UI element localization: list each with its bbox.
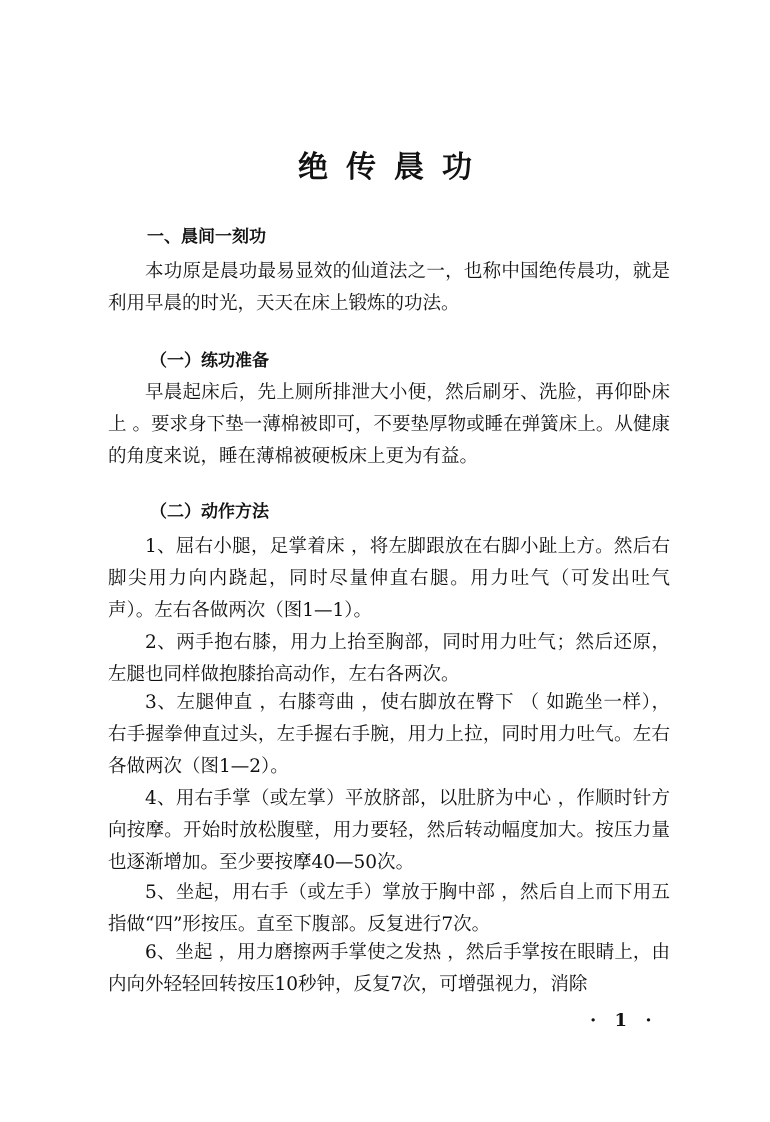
step-paragraph-6: 6、坐起 ，用力磨擦两手掌使之发热 ，然后手掌按在眼睛上，由内向外轻轻回转按压10秒钟，反复7次，可增强视力，消除 [108, 942, 670, 995]
step-paragraph-1: 1、屈右小腿，足掌着床 ，将左脚跟放在右脚小趾上方。然后右脚尖用力向内跷起，同时尽量伸直右腿。用力吐气（可发出吐气声）。左右各做两次（图1—1）。 [108, 536, 670, 621]
intro-paragraph: 本功原是晨功最易显效的仙道法之一，也称中国绝传晨功，就是利用早晨的时光，天天在床上锻炼的功法。 [108, 261, 670, 314]
subsection-heading-method: （二）动作方法 [150, 502, 269, 522]
page-title: 绝传晨功 [298, 150, 490, 185]
preparation-paragraph: 早晨起床后，先上厕所排泄大小便，然后刷牙、洗脸，再仰卧床上 。要求身下垫一薄棉被即可，不要垫厚物或睡在弹簧床上。从健康的角度来说，睡在薄棉被硬板床上更为有益。 [108, 382, 670, 467]
page-number: · 1 · [590, 1010, 658, 1031]
step-paragraph-4: 4、用右手掌（或左掌）平放脐部，以肚脐为中心 ，作顺时针方向按摩。开始时放松腹壁，用力要轻，然后转动幅度加大。按压力量也逐渐增加。至少要按摩40—50次。 [108, 788, 670, 873]
step-paragraph-2: 2、两手抱右膝，用力上抬至胸部，同时用力吐气；然后还原，左腿也同样做抱膝抬高动作，左右各两次。 [108, 632, 670, 685]
step-paragraph-3: 3、左腿伸直 ，右膝弯曲 ，使右脚放在臀下 （ 如跪坐一样），右手握拳伸直过头，左手握右手腕，用力上拉，同时用力吐气。左右各做两次（图1—2）。 [108, 692, 670, 777]
section-heading: 一、晨间一刻功 [147, 227, 266, 247]
subsection-heading-preparation: （一）练功准备 [150, 351, 269, 371]
step-paragraph-5: 5、坐起，用右手（或左手）掌放于胸中部 ，然后自上而下用五指做“四”形按压。直至下腹部。反复进行7次。 [108, 882, 670, 935]
